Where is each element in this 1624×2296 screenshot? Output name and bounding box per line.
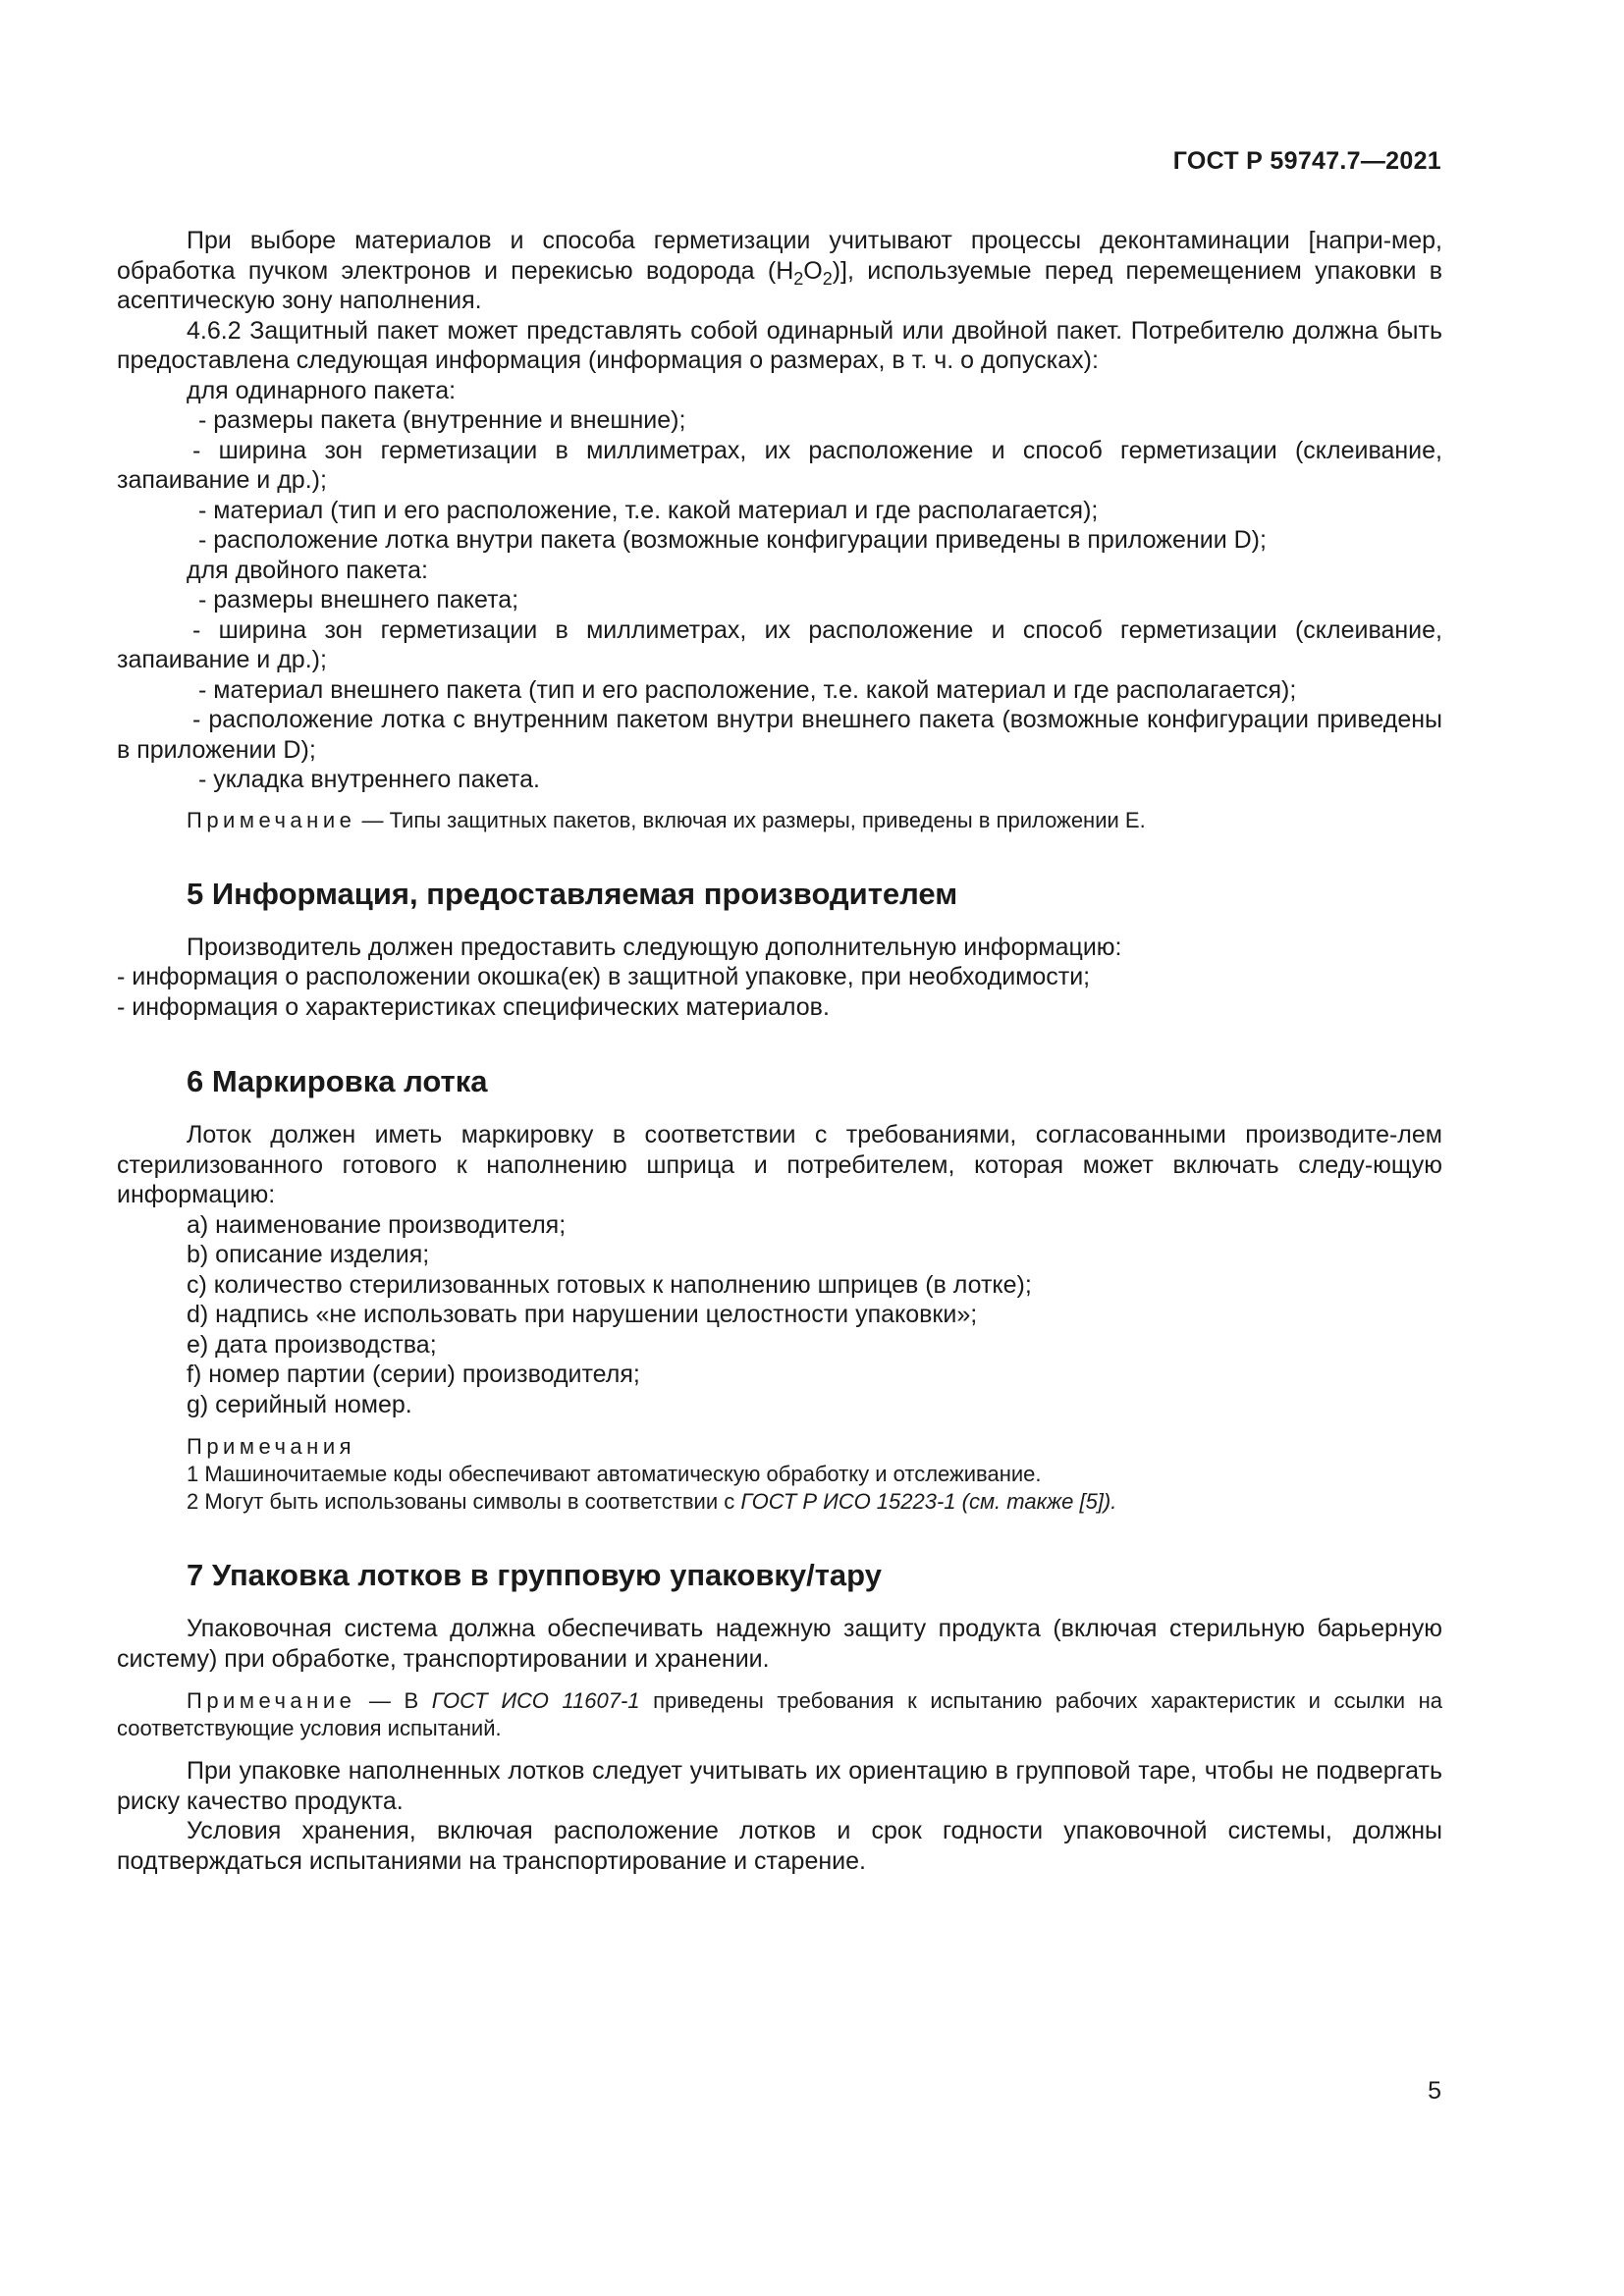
list-item: c) количество стерилизованных готовых к наполнению шприцев (в лотке); — [187, 1270, 1032, 1299]
section-7-heading: 7 Упаковка лотков в групповую упаковку/тару — [187, 1558, 882, 1592]
note-protective-bags: Примечание — Типы защитных пакетов, включая их размеры, приведены в приложении Е. — [187, 807, 1146, 832]
list-item: e) дата производства; — [187, 1330, 437, 1359]
list-item: - расположение лотка внутри пакета (возможные конфигурации приведены в приложении D); — [198, 526, 1267, 554]
section-7-paragraph-3: Условия хранения, включая расположение лотков и срок годности упаковочной системы, должны подтверждаться испытаниями на транспортирование и старение. — [117, 1817, 1442, 1875]
note-1: 1 Машиночитаемые коды обеспечивают автоматическую обработку и отслеживание. — [187, 1462, 1042, 1486]
list-item: - размеры внешнего пакета; — [198, 586, 519, 614]
list-item: - ширина зон герметизации в миллиметрах, их расположение и способ герметизации (склеивание, запаивание и др.); — [117, 436, 1442, 494]
single-bag-label: для одинарного пакета: — [187, 376, 457, 404]
section-5-lead: Производитель должен предоставить следующую дополнительную информацию: — [187, 933, 1122, 961]
list-item: g) серийный номер. — [187, 1390, 412, 1418]
list-item: - информация о характеристиках специфических материалов. — [117, 992, 830, 1021]
list-item: - информация о расположении окошка(ек) в защитной упаковке, при необходимости; — [117, 963, 1091, 990]
section-6-heading: 6 Маркировка лотка — [187, 1064, 488, 1098]
list-item: - ширина зон герметизации в миллиметрах, их расположение и способ герметизации (склеивание, запаивание и др.); — [117, 615, 1442, 673]
note-iso-11607: Примечание — В ГОСТ ИСО 11607-1 приведены требования к испытанию рабочих характеристик и ссылки на соответствующие условия испытаний. — [117, 1688, 1443, 1740]
paragraph-4-6-2: 4.6.2 Защитный пакет может представлять собой одинарный или двойной пакет. Потребителю должна быть предоставлена следующая информация (информация о размерах, в т. ч. о допусках): — [117, 316, 1442, 374]
list-item: f) номер партии (серии) производителя; — [187, 1361, 640, 1388]
list-item: - размеры пакета (внутренние и внешние); — [198, 406, 686, 434]
list-item: - расположение лотка с внутренним пакетом внутри внешнего пакета (возможные конфигурации приведены в приложении D); — [117, 706, 1442, 764]
paragraph-materials: При выборе материалов и способа герметизации учитывают процессы деконтаминации [напри-мер, обработка пучком электронов и перекисью водорода $(H_2O_2)$], используемые перед перемещением упаковки в асептическую зону наполнения. — [117, 227, 1442, 314]
document-id-header: ГОСТ Р 59747.7—2021 — [1172, 147, 1441, 175]
section-6-lead: Лоток должен иметь маркировку в соответствии с требованиями, согласованными производите-лем стерилизованного готового к наполнению шприца и потребителем, которая может включать следу-ющую информацию: — [117, 1121, 1442, 1208]
section-7-paragraph-2: При упаковке наполненных лотков следует учитывать их ориентацию в групповой таре, чтобы не подвергать риску качество продукта. — [117, 1757, 1442, 1815]
list-item: d) надпись «не использовать при нарушении целостности упаковки»; — [187, 1301, 978, 1328]
list-item: b) описание изделия; — [187, 1241, 430, 1268]
section-5-heading: 5 Информация, предоставляемая производителем — [187, 876, 958, 911]
list-item: - укладка внутреннего пакета. — [198, 766, 540, 793]
list-item: - материал (тип и его расположение, т.е. какой материал и где располагается); — [198, 496, 1099, 524]
list-item: - материал внешнего пакета (тип и его расположение, т.е. какой материал и где располагается); — [198, 675, 1297, 704]
list-item: a) наименование производителя; — [187, 1210, 567, 1239]
page-number: 5 — [1428, 2077, 1441, 2105]
section-7-paragraph-1: Упаковочная система должна обеспечивать надежную защиту продукта (включая стерильную барьерную систему) при обработке, транспортировании и хранении. — [117, 1615, 1442, 1673]
notes-label: Примечания — [187, 1434, 356, 1459]
page-content — [117, 226, 1442, 1876]
double-bag-label: для двойного пакета: — [187, 556, 428, 584]
note-2: 2 Могут быть использованы символы в соответствии с ГОСТ Р ИСО 15223-1 (см. также [5]). — [187, 1489, 1117, 1514]
